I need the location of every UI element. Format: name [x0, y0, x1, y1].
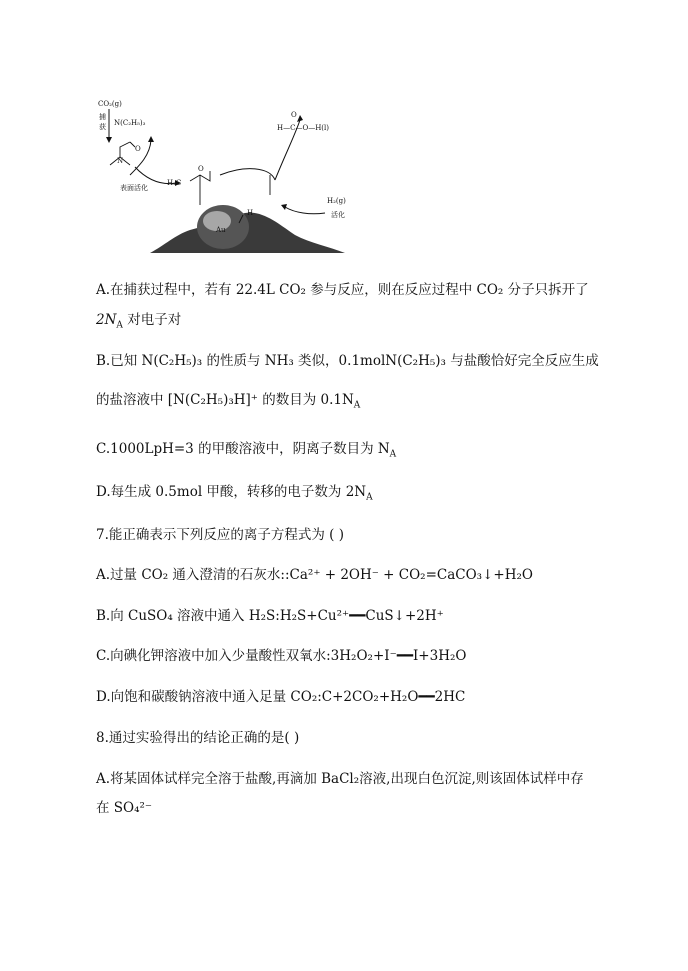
- svg-text:O: O: [198, 165, 204, 173]
- question-7: 7.能正确表示下列反应的离子方程式为 ( ): [96, 527, 344, 543]
- option-7d: D.向饱和碳酸钠溶液中通入足量 CO₂:C+2CO₂+H₂O━━2HC: [96, 689, 466, 705]
- question-8: 8.通过实验得出的结论正确的是( ): [96, 730, 300, 746]
- svg-text:O: O: [291, 111, 297, 119]
- option-6a-line1: A.在捕获过程中，若有 22.4L CO₂ 参与反应，则在反应过程中 CO₂ 分子只拆开了: [96, 282, 589, 298]
- activation-label: 活化: [331, 211, 345, 219]
- mechanism-diagram: [95, 95, 385, 255]
- option-8a-line2: 在 SO₄²⁻: [96, 800, 153, 816]
- svg-text:O: O: [135, 145, 141, 153]
- svg-text:H₂C: H₂C: [167, 179, 182, 187]
- option-6d: D.每生成 0.5mol 甲酸，转移的电子数为 $2N_A$: [96, 484, 373, 503]
- option-6b-line2: 的盐溶液中 [N(C₂H₅)₃H]⁺ 的数目为 $0.1N_A$: [96, 392, 361, 411]
- option-6b-line1: B.已知 N(C₂H₅)₃ 的性质与 NH₃ 类似，0.1molN(C₂H₅)₃ 与盐酸恰好完全反应生成: [96, 353, 599, 369]
- amine-label: N(C₂H₅)₃: [114, 119, 146, 127]
- capture-char-2: 获: [99, 123, 106, 131]
- co2-gas-label: CO₂(g): [98, 100, 122, 108]
- svg-text:N: N: [117, 157, 124, 165]
- option-7a: A.过量 CO₂ 通入澄清的石灰水::Ca²⁺ + 2OH⁻ + CO₂=CaCO₃↓+H₂O: [96, 567, 533, 583]
- capture-char-1: 捕: [99, 113, 106, 121]
- au-label: Au: [216, 226, 226, 234]
- h-atom-label: H: [247, 209, 254, 217]
- option-6a-line2: $2N_A$ 对电子对: [96, 312, 182, 331]
- h2-gas-label: H₂(g): [327, 197, 346, 205]
- option-7c: C.向碘化钾溶液中加入少量酸性双氧水:3H₂O₂+I⁻━━I+3H₂O: [96, 648, 467, 664]
- reaction-mechanism-figure: [95, 95, 385, 255]
- option-8a-line1: A.将某固体试样完全溶于盐酸,再滴加 BaCl₂溶液,出现白色沉淀,则该固体试样中存: [96, 771, 584, 787]
- surface-activation-label: 表面活化: [120, 184, 148, 192]
- option-7b: B.向 CuSO₄ 溶液中通入 H₂S:H₂S+Cu²⁺━━CuS↓+2H⁺: [96, 608, 444, 624]
- product-label: H—C—O—H(l): [277, 124, 330, 132]
- option-6c: C.1000LpH=3 的甲酸溶液中，阴离子数目为 $N_A$: [96, 441, 397, 460]
